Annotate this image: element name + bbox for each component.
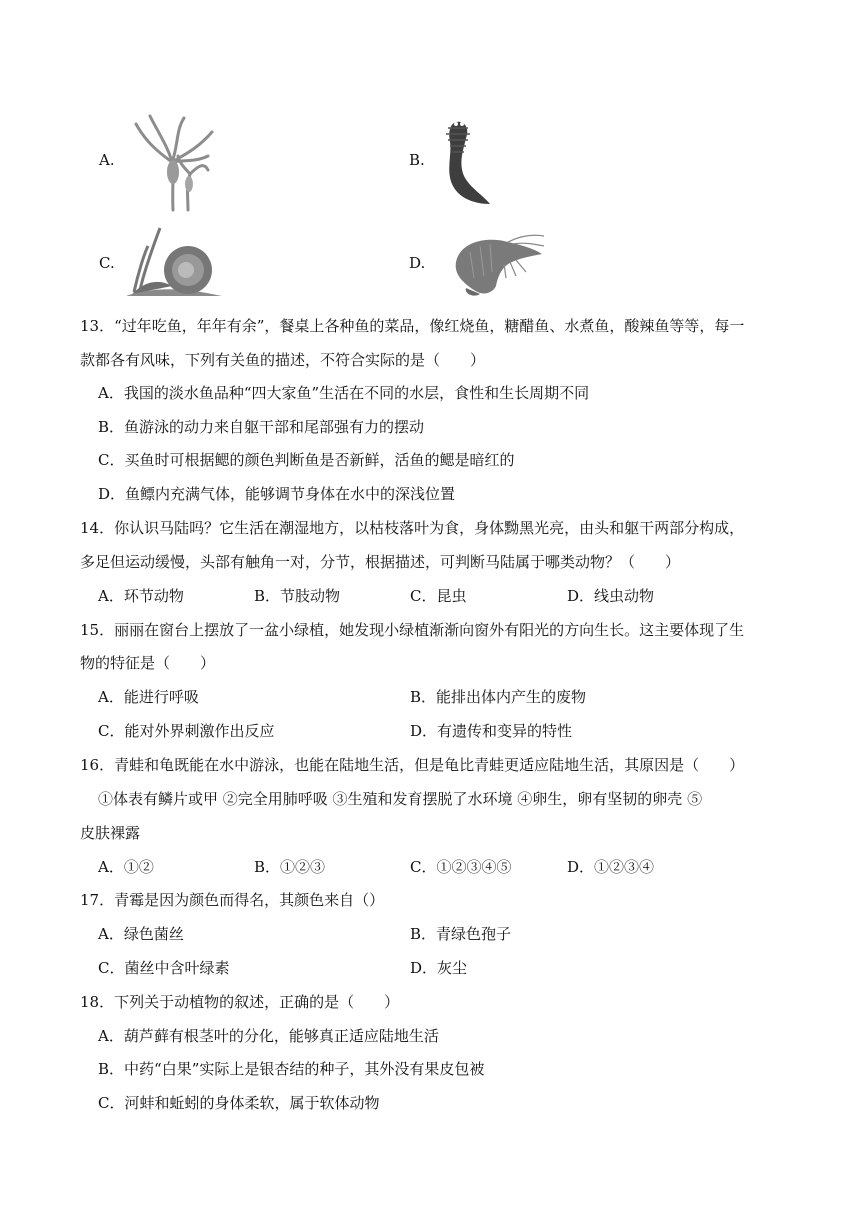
q17-option-a: A．绿色菌丝 — [98, 925, 184, 943]
q16-option-d: D．①②③④ — [567, 858, 655, 876]
q16-stem-line3: 皮肤裸露 — [80, 824, 141, 842]
q16-option-a: A．①② — [98, 858, 154, 876]
q15-option-b: B．能排出体内产生的废物 — [410, 688, 587, 706]
q14-option-b: B．节肢动物 — [254, 587, 341, 605]
planarian-icon — [434, 118, 494, 208]
q13-option-c: C．买鱼时可根据鳃的颜色判断鱼是否新鲜，活鱼的鳃是暗红的 — [98, 451, 515, 469]
option-d-label: D. — [409, 254, 426, 272]
q16-option-b: B．①②③ — [254, 858, 326, 876]
q15-stem-line2: 物的特征是（ ） — [80, 654, 216, 672]
q14-option-c: C．昆虫 — [410, 587, 467, 605]
q17-option-c: C．菌丝中含叶绿素 — [98, 959, 230, 977]
q13-option-d: D．鱼鳔内充满气体，能够调节身体在水中的深浅位置 — [98, 485, 456, 503]
q13-option-a: A．我国的淡水鱼品种“四大家鱼”生活在不同的水层，食性和生长周期不同 — [98, 384, 590, 402]
q16-stem-line2: ①体表有鳞片或甲 ②完全用肺呼吸 ③生殖和发育摆脱了水环境 ④卵生，卵有坚韧的卵壳 ⑤ — [98, 790, 703, 808]
q16-option-c: C．①②③④⑤ — [410, 858, 512, 876]
q18-option-c: C．河蚌和蚯蚓的身体柔软，属于软体动物 — [98, 1094, 380, 1112]
hydra-icon — [128, 112, 218, 212]
q14-stem-line2: 多足但运动缓慢，头部有触角一对，分节，根据描述，可判断马陆属于哪类动物？（ ） — [80, 553, 681, 571]
shrimp-icon — [446, 232, 546, 298]
q15-option-c: C．能对外界刺激作出反应 — [98, 722, 275, 740]
q13-stem-line2: 款都各有风味，下列有关鱼的描述，不符合实际的是（ ） — [80, 351, 486, 369]
q17-stem-line1: 17．青霉是因为颜色而得名，其颜色来自（） — [80, 891, 385, 909]
q14-stem-line1: 14．你认识马陆吗？它生活在潮湿地方，以枯枝落叶为食，身体黝黑光亮，由头和躯干两部分构成， — [80, 519, 745, 537]
q16-stem-line1: 16．青蛙和龟既能在水中游泳，也能在陆地生活，但是龟比青蛙更适应陆地生活，其原因是（ ） — [80, 756, 745, 774]
option-a-label: A. — [99, 151, 115, 169]
option-b-label: B. — [409, 151, 425, 169]
q15-stem-line1: 15．丽丽在窗台上摆放了一盆小绿植，她发现小绿植渐渐向窗外有阳光的方向生长。这主要体现了生 — [80, 621, 745, 639]
q13-option-b: B．鱼游泳的动力来自躯干部和尾部强有力的摆动 — [98, 418, 425, 436]
q13-stem-line1: 13．“过年吃鱼，年年有余”，餐桌上各种鱼的菜品，像红烧鱼，糖醋鱼、水煮鱼，酸辣鱼等等，每一 — [80, 317, 745, 335]
snail-icon — [124, 224, 224, 298]
q17-option-b: B．青绿色孢子 — [410, 925, 512, 943]
q18-option-b: B．中药“白果”实际上是银杏结的种子，其外没有果皮包被 — [98, 1060, 485, 1078]
q14-option-d: D．线虫动物 — [567, 587, 655, 605]
q18-stem-line1: 18．下列关于动植物的叙述，正确的是（ ） — [80, 993, 400, 1011]
option-c-label: C. — [99, 254, 115, 272]
q17-option-d: D．灰尘 — [410, 959, 468, 977]
q15-option-a: A．能进行呼吸 — [98, 688, 199, 706]
q14-option-a: A．环节动物 — [98, 587, 184, 605]
q15-option-d: D．有遗传和变异的特性 — [410, 722, 573, 740]
q18-option-a: A．葫芦藓有根茎叶的分化，能够真正适应陆地生活 — [98, 1027, 439, 1045]
